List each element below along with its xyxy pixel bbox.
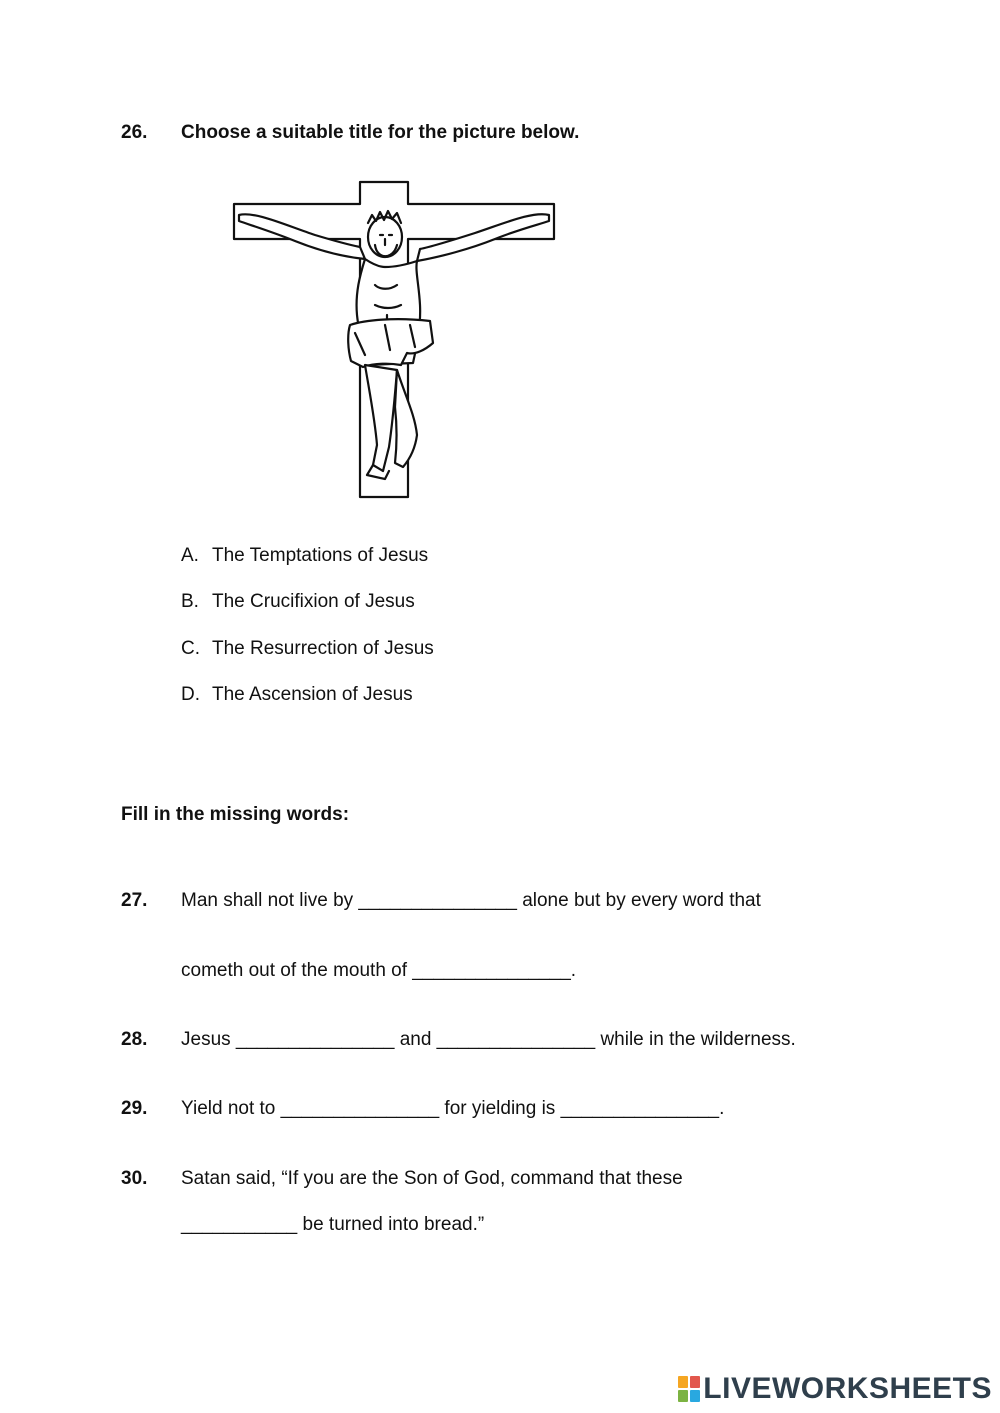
liveworksheets-logo-icon — [678, 1376, 700, 1402]
question-27-line-2[interactable]: cometh out of the mouth of _______________. — [181, 960, 577, 981]
question-30-number: 30. — [121, 1168, 148, 1189]
question-29-number: 29. — [121, 1098, 148, 1119]
question-26-prompt: Choose a suitable title for the picture below. — [181, 122, 580, 143]
option-b[interactable] — [181, 591, 415, 613]
option-letter: C. — [181, 638, 200, 659]
option-text: The Ascension of Jesus — [212, 684, 413, 705]
question-28-text[interactable]: Jesus _______________ and _______________ while in the wilderness. — [181, 1029, 796, 1050]
option-letter: B. — [181, 591, 199, 612]
question-27-line-1[interactable]: Man shall not live by _______________ alone but by every word that — [181, 890, 761, 911]
option-d[interactable] — [181, 684, 413, 706]
option-a[interactable] — [181, 545, 428, 567]
question-28-number: 28. — [121, 1029, 148, 1050]
option-text: The Temptations of Jesus — [212, 545, 429, 566]
fill-in-heading: Fill in the missing words: — [121, 804, 350, 825]
option-c[interactable] — [181, 638, 434, 660]
option-text: The Resurrection of Jesus — [212, 638, 434, 659]
question-30-line-2[interactable]: ___________ be turned into bread.” — [181, 1214, 485, 1235]
question-29-text[interactable]: Yield not to _______________ for yielding is _______________. — [181, 1098, 725, 1119]
question-30-line-1[interactable]: Satan said, “If you are the Son of God, command that these — [181, 1168, 683, 1189]
option-letter: A. — [181, 545, 199, 566]
option-text: The Crucifixion of Jesus — [212, 591, 415, 612]
liveworksheets-logo — [678, 1371, 992, 1407]
option-letter: D. — [181, 684, 200, 705]
liveworksheets-wordmark: LIVEWORKSHEETS — [703, 1372, 992, 1405]
question-26-number: 26. — [121, 122, 148, 143]
crucifix-icon — [225, 175, 565, 505]
question-27-number: 27. — [121, 890, 148, 911]
